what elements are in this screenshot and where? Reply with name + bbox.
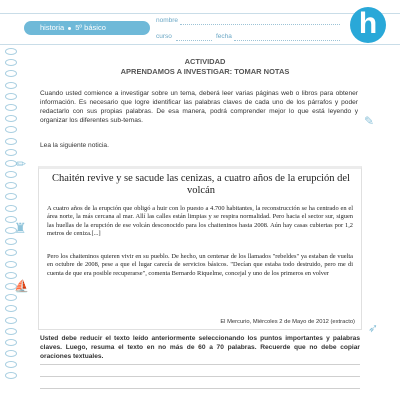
subject-pill: [24, 21, 150, 35]
course-label: curso: [156, 33, 172, 40]
header: [0, 0, 400, 48]
read-prompt: Lea la siguiente noticia.: [40, 142, 109, 149]
intro-paragraph: Cuando usted comience a investigar sobre un tema, deberá leer varias páginas web o libros para obtener información. Es necesario que logre identificar las palabras claves de cada uno de los párrafos y poder redactarlo con sus propias palabras. De esa manera, podrá comprender mejor lo que está leyendo y organizar los diferentes sub-temas.: [40, 90, 358, 124]
pencil-icon: ✏: [16, 157, 27, 171]
name-field[interactable]: [180, 24, 340, 25]
name-label: nombre: [156, 17, 179, 24]
instructions: Usted debe reducir el texto leído anteriormente seleccionando los puntos importantes y palabras claves. Luego, resuma el texto en no más de 60 a 70 palabras. Recuerde que no debe copiar oraciones textuales.: [40, 335, 360, 360]
writing-line[interactable]: [40, 364, 360, 365]
article-title: Chaitén revive y se sacude las cenizas, a cuatro años de la erupción del volcán: [52, 173, 350, 196]
lightbulb-icon: ✎: [364, 114, 375, 128]
logo-icon: h: [350, 7, 386, 43]
writing-line[interactable]: [40, 388, 360, 389]
subject-label: historia: [40, 23, 65, 32]
activity-label: ACTIVIDAD: [184, 57, 226, 66]
date-label: fecha: [216, 33, 232, 40]
course-field[interactable]: [176, 40, 212, 41]
grade-label: 5º básico: [75, 23, 106, 32]
writing-line[interactable]: [40, 376, 360, 377]
activity-title: APRENDAMOS A INVESTIGAR: TOMAR NOTAS: [120, 67, 290, 76]
header-rule-bottom: [0, 44, 400, 45]
article-source: El Mercurio, Miércoles 2 de Mayo de 2012 (extracto): [220, 319, 355, 325]
soldier-icon: ♜: [14, 220, 27, 236]
article-paragraph-1: A cuatro años de la erupción que obligó a huir con lo puesto a 4.700 habitantes, la reconstrucción se ha centrado en el área norte, la más cercana al mar. Allí las calles están limpias y se respira normalidad. Pero hacia el sector sur, siguen las huellas de la erupción de ese volcán desconocido para los chaiteninos hasta 2008. Aún hay casas cubiertas por 1,2 metros de ceniza.[...]: [47, 205, 353, 237]
news-article: [38, 166, 362, 330]
article-paragraph-2: Pero los chaiteninos quieren vivir en su pueblo. De hecho, un centenar de los llamados "rebeldes" ya estaban de vuelta en octubre de 2008, pese a que el lugar carecía de servicios básicos. "Decían que estaba todo destruido, pero me di cuenta de que era posible recuperarse", comenta Bernardo Riquelme, concejal y uno de los primeros en volver: [47, 253, 353, 277]
ship-icon: ⛵: [14, 279, 29, 293]
bird-icon: ➶: [368, 321, 379, 335]
date-field[interactable]: [234, 40, 340, 41]
header-rule-top: [0, 13, 400, 14]
